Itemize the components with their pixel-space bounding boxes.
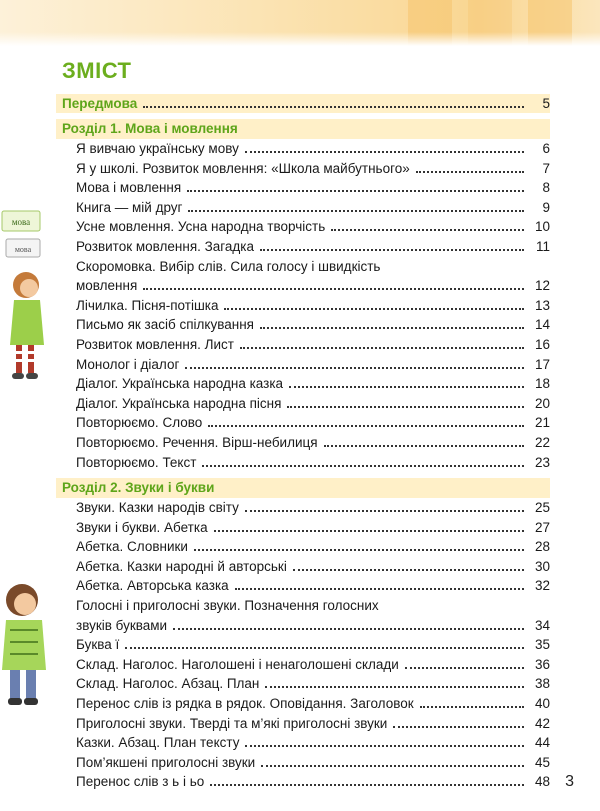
leader-dots — [235, 588, 524, 590]
section-2-header[interactable]: Розділ 2. Звуки і букви — [56, 478, 550, 498]
entry-title: Казки. Абзац. План тексту — [76, 735, 240, 751]
toc-entry[interactable] — [76, 694, 550, 714]
toc-entry[interactable] — [76, 198, 550, 218]
page-ref: 8 — [542, 180, 550, 196]
leader-dots — [331, 229, 524, 231]
toc-entry[interactable] — [76, 237, 550, 257]
leader-dots — [208, 425, 524, 427]
page-ref: 16 — [534, 336, 550, 352]
page-ref: 21 — [534, 415, 550, 431]
leader-dots — [245, 745, 524, 747]
toc-entry[interactable] — [76, 655, 550, 675]
page-ref: 42 — [534, 715, 550, 731]
entry-title: Повторюємо. Речення. Вірш-небилиця — [76, 434, 318, 450]
page-ref: 40 — [534, 696, 550, 712]
table-of-contents — [56, 58, 550, 792]
entry-title: Абетка. Словники — [76, 539, 188, 555]
leader-dots — [210, 784, 524, 786]
entry-title: Мова і мовлення — [76, 180, 182, 196]
toc-entry[interactable] — [76, 772, 550, 792]
page-ref: 44 — [534, 735, 550, 751]
page-ref: 14 — [534, 317, 550, 333]
section-1-entries — [56, 139, 550, 472]
entry-title: Перенос слів із рядка в рядок. Оповідання. Заголовок — [76, 696, 414, 712]
toc-entry[interactable] — [76, 453, 550, 473]
entry-title-continued: звуків буквами — [76, 617, 168, 633]
toc-entry[interactable] — [76, 159, 550, 179]
leader-dots — [188, 210, 524, 212]
leader-dots — [324, 445, 524, 447]
leader-dots — [393, 726, 524, 728]
leader-dots — [416, 171, 524, 173]
leader-dots — [265, 686, 524, 688]
leader-dots — [260, 327, 524, 329]
page-ref: 6 — [542, 141, 550, 156]
toc-entry[interactable] — [76, 674, 550, 694]
leader-dots — [194, 549, 524, 551]
page-ref: 13 — [534, 297, 550, 313]
toc-entry[interactable] — [76, 596, 550, 635]
leader-dots — [173, 628, 524, 630]
page-ref: 30 — [534, 558, 550, 574]
entry-title: Абетка. Авторська казка — [76, 578, 229, 594]
boy-illustration — [0, 570, 56, 710]
leader-dots — [202, 465, 524, 467]
entry-title: Звуки. Казки народів світу — [76, 500, 239, 516]
toc-entry[interactable] — [76, 257, 550, 296]
entry-title: Перенос слів з ь і ьо — [76, 774, 205, 790]
entry-title: Розвиток мовлення. Загадка — [76, 238, 255, 254]
toc-entry[interactable] — [76, 335, 550, 355]
page-number: 3 — [565, 773, 574, 790]
page-ref: 12 — [534, 278, 550, 294]
entry-title: Повторюємо. Слово — [76, 415, 203, 431]
leader-dots — [143, 288, 524, 290]
leader-dots — [185, 367, 524, 369]
page-ref: 38 — [534, 676, 550, 692]
page-ref: 35 — [534, 637, 550, 653]
entry-title: Звуки і букви. Абетка — [76, 519, 208, 535]
foreword-label: Передмова — [62, 96, 138, 111]
leader-dots — [289, 386, 524, 388]
toc-entry[interactable] — [76, 315, 550, 335]
leader-dots — [187, 190, 524, 192]
page-ref: 10 — [534, 219, 550, 235]
foreword-row[interactable] — [56, 94, 550, 113]
entry-title: Приголосні звуки. Тверді та м’які приголосні звуки — [76, 715, 388, 731]
entry-title: Діалог. Українська народна казка — [76, 376, 284, 392]
page-ref: 45 — [534, 754, 550, 770]
page-ref: 32 — [534, 578, 550, 594]
toc-entry[interactable] — [76, 753, 550, 773]
girl-illustration — [0, 205, 56, 385]
leader-dots — [420, 706, 524, 708]
leader-dots — [287, 406, 524, 408]
entry-title: Монолог і діалог — [76, 356, 180, 372]
toc-entry[interactable] — [76, 498, 550, 518]
toc-entry[interactable] — [76, 635, 550, 655]
toc-entry[interactable] — [76, 733, 550, 753]
toc-entry[interactable] — [76, 518, 550, 538]
entry-title: Буква ї — [76, 637, 120, 653]
leader-dots — [261, 765, 524, 767]
toc-entry[interactable] — [76, 537, 550, 557]
entry-title: Розвиток мовлення. Лист — [76, 336, 234, 352]
page-ref: 9 — [542, 199, 550, 215]
page-ref: 20 — [534, 395, 550, 411]
page-ref: 7 — [542, 160, 550, 176]
entry-title: Повторюємо. Текст — [76, 454, 197, 470]
entry-title: Склад. Наголос. Наголошені і ненаголошені склади — [76, 656, 399, 672]
leader-dots — [245, 510, 524, 512]
toc-entry[interactable] — [76, 394, 550, 414]
leader-dots — [125, 647, 524, 649]
page-ref: 28 — [534, 539, 550, 555]
top-decorative-band — [0, 0, 600, 46]
leader-dots — [143, 106, 524, 108]
entry-title: Склад. Наголос. Абзац. План — [76, 676, 260, 692]
section-2-entries — [56, 498, 550, 792]
toc-entry[interactable] — [76, 139, 550, 159]
leader-dots — [214, 530, 524, 532]
page-ref: 5 — [542, 96, 550, 111]
entry-title: Я у школі. Розвиток мовлення: «Школа майбутнього» — [76, 160, 410, 176]
leader-dots — [224, 308, 524, 310]
entry-title: Абетка. Казки народні й авторські — [76, 558, 287, 574]
page-ref: 27 — [534, 519, 550, 535]
toc-entry[interactable] — [76, 714, 550, 734]
entry-title: Голосні і приголосні звуки. Позначення голосних — [76, 598, 379, 614]
entry-title: Пом’якшені приголосні звуки — [76, 754, 256, 770]
sign-text-2: мова — [14, 245, 32, 254]
entry-title: Книга — мій друг — [76, 199, 183, 215]
toc-entry[interactable] — [76, 557, 550, 577]
page-title: ЗМІСТ — [62, 58, 132, 83]
page-ref: 36 — [534, 656, 550, 672]
leader-dots — [245, 151, 524, 153]
toc-entry[interactable] — [76, 576, 550, 596]
page-ref: 18 — [534, 376, 550, 392]
page-ref: 48 — [534, 774, 550, 790]
leader-dots — [293, 569, 524, 571]
page-ref: 17 — [534, 356, 550, 372]
toc-entry[interactable] — [76, 413, 550, 433]
page-ref: 11 — [535, 238, 550, 254]
leader-dots — [240, 347, 524, 349]
section-1-header[interactable]: Розділ 1. Мова і мовлення — [56, 119, 550, 139]
sign-text-1: мова — [11, 217, 31, 227]
page-ref: 22 — [534, 434, 550, 450]
toc-entry[interactable] — [76, 178, 550, 198]
entry-title: Діалог. Українська народна пісня — [76, 395, 282, 411]
page-ref: 23 — [534, 454, 550, 470]
page-ref: 34 — [534, 617, 550, 633]
toc-entry[interactable] — [76, 355, 550, 375]
entry-title: Я вивчаю українську мову — [76, 141, 239, 156]
toc-entry[interactable] — [76, 296, 550, 316]
entry-title: Усне мовлення. Усна народна творчість — [76, 219, 326, 235]
entry-title: Скоромовка. Вибір слів. Сила голосу і швидкість — [76, 258, 381, 274]
toc-entry[interactable] — [76, 374, 550, 394]
entry-title: Лічилка. Пісня-потішка — [76, 297, 219, 313]
entry-title: Письмо як засіб спілкування — [76, 317, 254, 333]
leader-dots — [260, 249, 524, 251]
toc-entry[interactable] — [76, 433, 550, 453]
page-ref: 25 — [534, 500, 550, 516]
leader-dots — [405, 667, 524, 669]
toc-entry[interactable] — [76, 217, 550, 237]
entry-title-continued: мовлення — [76, 278, 138, 294]
